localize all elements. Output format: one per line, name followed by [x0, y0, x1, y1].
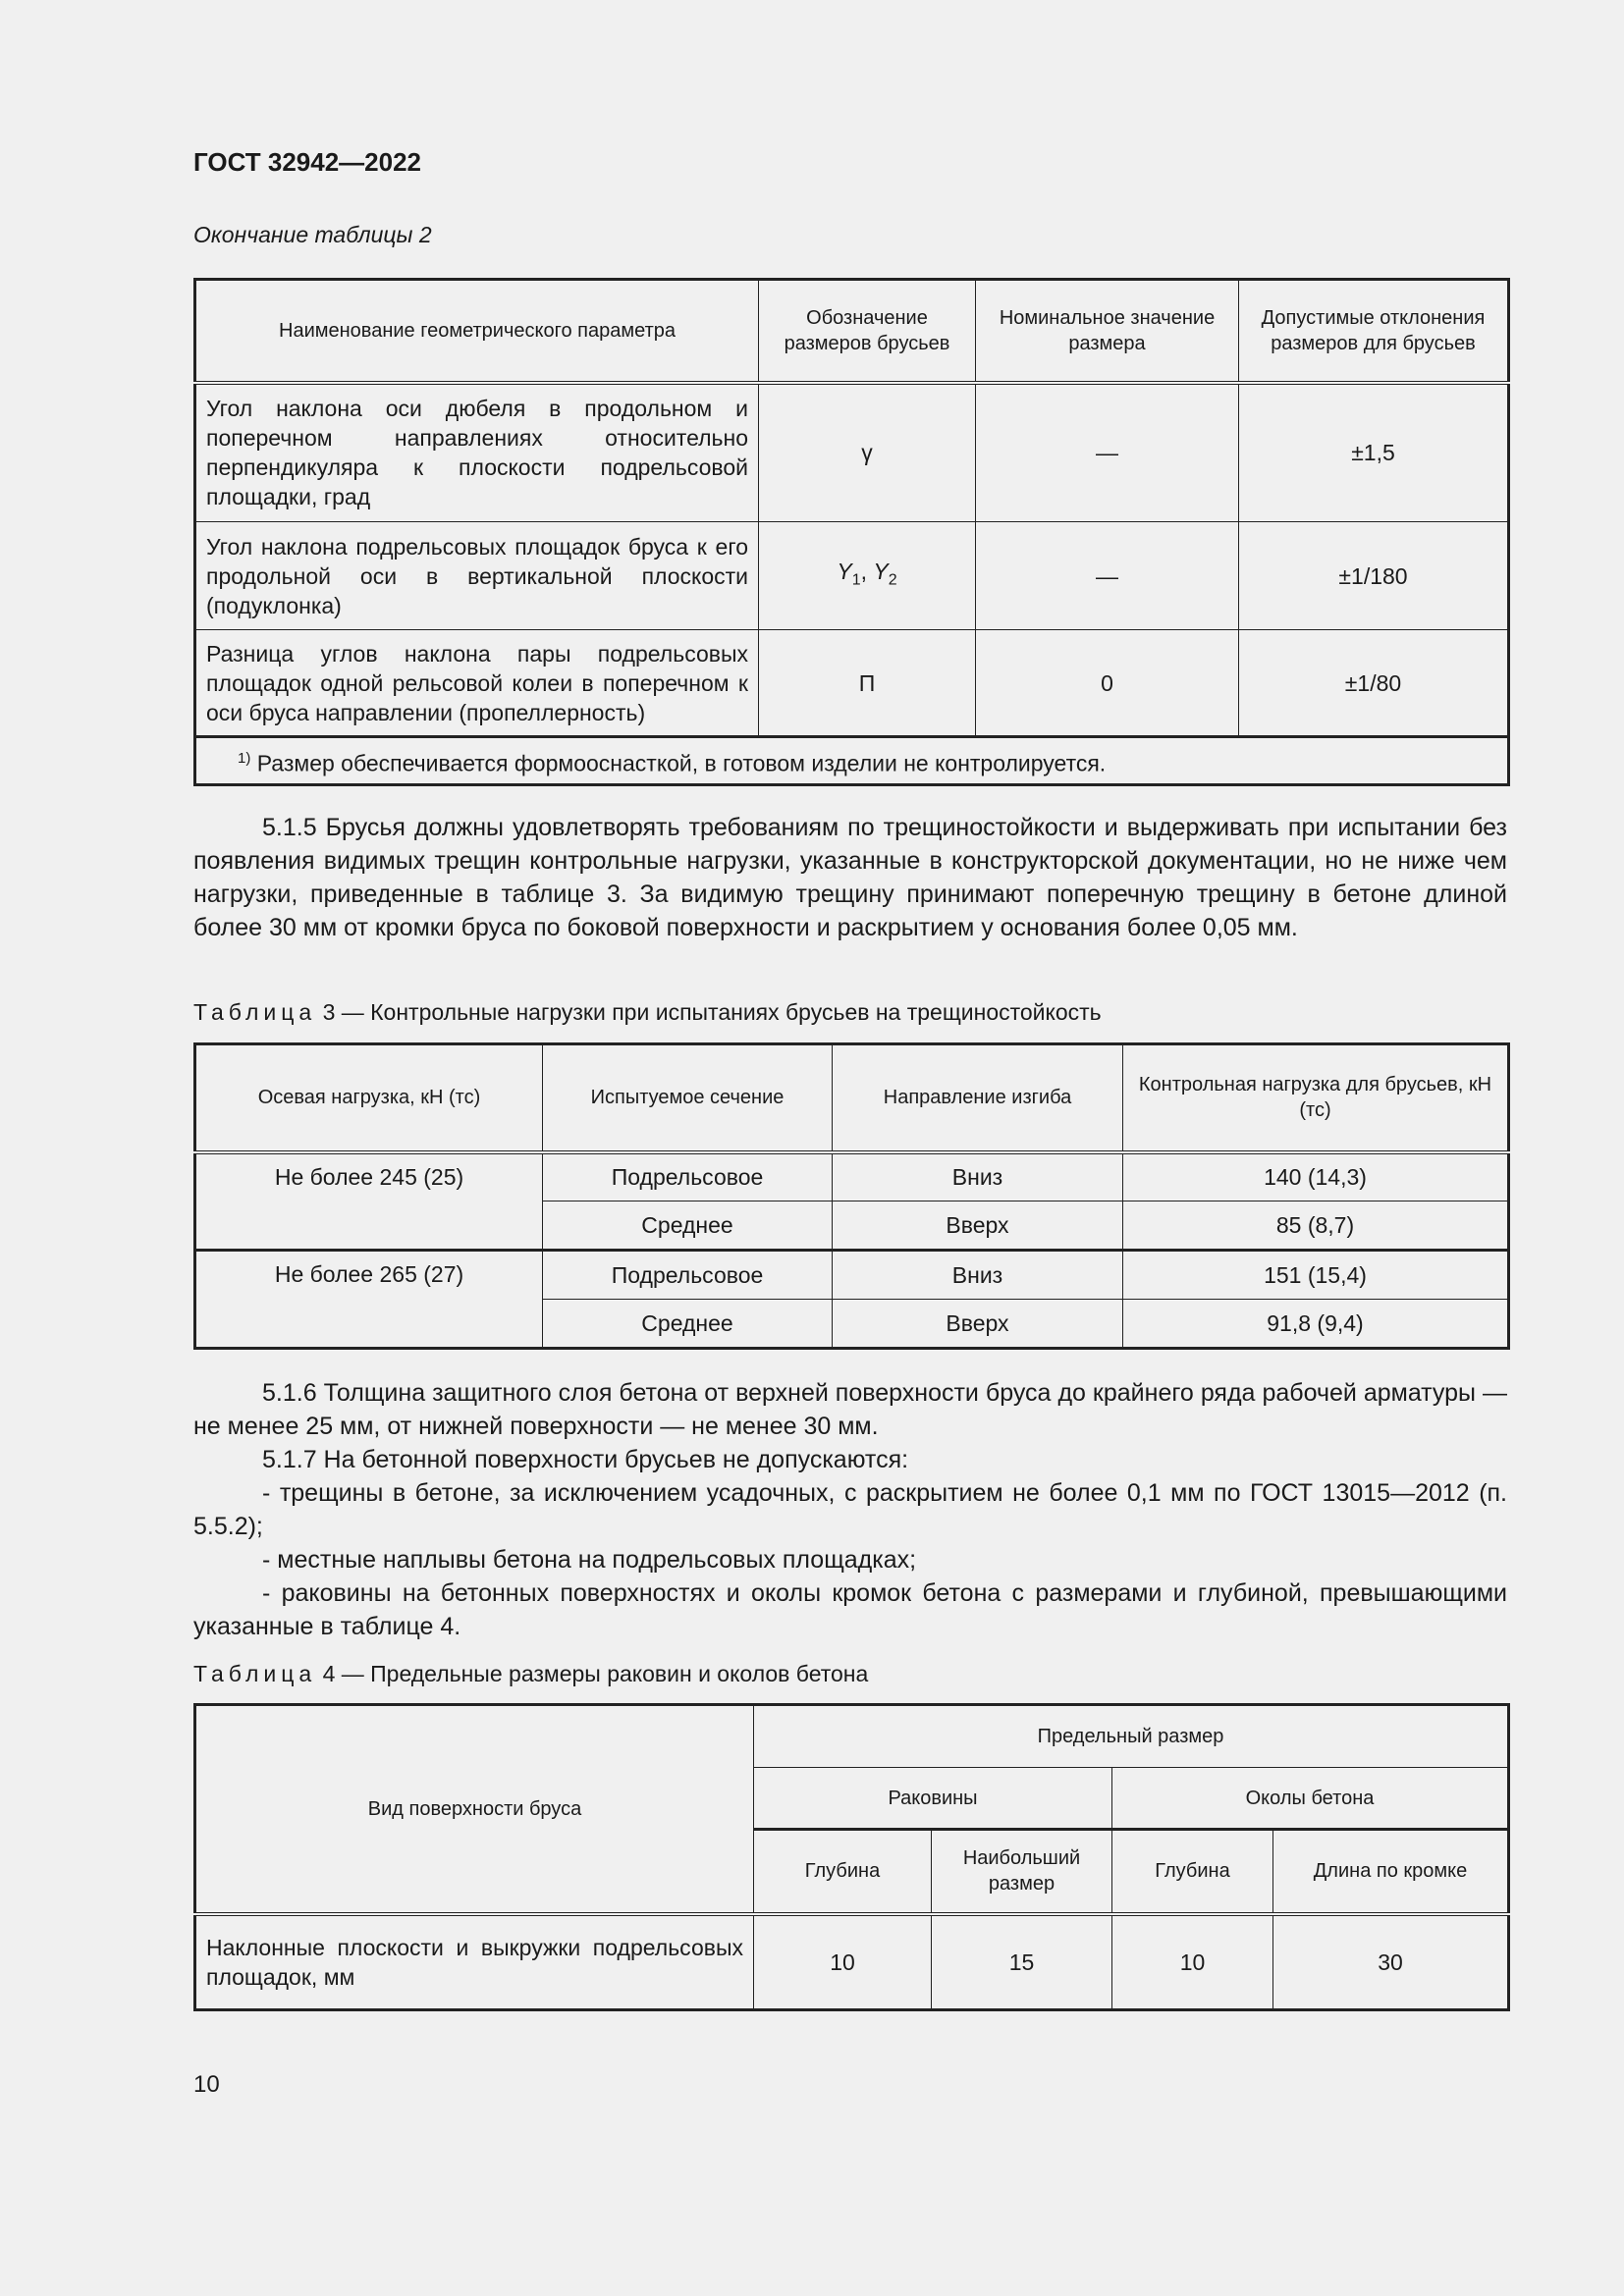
bend-direction: Вверх [833, 1300, 1123, 1349]
tolerance: ±1/80 [1239, 630, 1509, 737]
value: 30 [1273, 1914, 1509, 2010]
subscript: 1 [851, 571, 861, 589]
table-header: Обозначение размеров брусьев [759, 280, 976, 383]
table-header: Направление изгиба [833, 1044, 1123, 1152]
caption-text: 3 — Контрольные нагрузки при испытаниях брусьев на трещиностойкость [316, 999, 1102, 1025]
table-row [195, 383, 1509, 522]
bend-direction: Вниз [833, 1152, 1123, 1201]
axial-load: Не более 265 (27) [195, 1251, 543, 1349]
table-2 [193, 278, 1510, 786]
section: Подрельсовое [543, 1251, 833, 1300]
bend-direction: Вверх [833, 1201, 1123, 1251]
table-row [195, 522, 1509, 630]
table-header: Наименование геометрического параметра [195, 280, 759, 383]
table-header: Наибольший размер [932, 1830, 1112, 1914]
table-footnote [195, 737, 1509, 785]
section-5-1-6-5-1-7 [193, 1376, 1507, 1643]
section: Среднее [543, 1201, 833, 1251]
value: 10 [1112, 1914, 1273, 2010]
parameter-name: Угол наклона оси дюбеля в продольном и поперечном направлениях относительно перпендикуляра к плоскости подрельсовой площадки, град [195, 383, 759, 522]
symbol: γ [759, 383, 976, 522]
table-row [195, 1152, 1509, 1201]
table-row [195, 1251, 1509, 1300]
bend-direction: Вниз [833, 1251, 1123, 1300]
table-header: Глубина [1112, 1830, 1273, 1914]
value: 15 [932, 1914, 1112, 2010]
table-header: Околы бетона [1112, 1768, 1509, 1830]
symbol: П [759, 630, 976, 737]
control-load: 85 (8,7) [1123, 1201, 1509, 1251]
separator: , [860, 558, 874, 584]
surface-type: Наклонные плоскости и выкружки подрельсовых площадок, мм [195, 1914, 754, 2010]
footnote-text: Размер обеспечивается формооснасткой, в готовом изделии не контролируется. [256, 750, 1107, 776]
table-header: Глубина [754, 1830, 932, 1914]
table-row [195, 630, 1509, 737]
footnote-mark: 1) [238, 749, 251, 767]
nominal-value: 0 [976, 630, 1239, 737]
table-header: Раковины [754, 1768, 1112, 1830]
symbol-part: Y [837, 558, 852, 584]
table-4-caption [193, 1661, 868, 1687]
symbol [759, 522, 976, 630]
section: Среднее [543, 1300, 833, 1349]
parameter-name: Угол наклона подрельсовых площадок бруса к его продольной оси в вертикальной плоскости (подуклонка) [195, 522, 759, 630]
table-3 [193, 1042, 1510, 1350]
table-header: Предельный размер [754, 1705, 1509, 1768]
document-title: ГОСТ 32942—2022 [193, 147, 421, 177]
value: 10 [754, 1914, 932, 2010]
section: Подрельсовое [543, 1152, 833, 1201]
table-header: Номинальное значение размера [976, 280, 1239, 383]
page-number: 10 [193, 2071, 220, 2098]
paragraph-5-1-5: 5.1.5 Брусья должны удовлетворять требованиям по трещиностойкости и выдерживать при испытании без появления видимых трещин контрольные нагрузки, указанные в конструкторской документации, но не ниже чем нагрузки, приведенные в таблице 3. За видимую трещину принимают поперечную трещину в бетоне длиной более 30 мм от кромки бруса по боковой поверхности и раскрытием у основания более 0,05 мм. [193, 814, 1507, 941]
tolerance: ±1/180 [1239, 522, 1509, 630]
table-header: Вид поверхности бруса [195, 1705, 754, 1914]
control-load: 91,8 (9,4) [1123, 1300, 1509, 1349]
control-load: 151 (15,4) [1123, 1251, 1509, 1300]
table-header: Контрольная нагрузка для брусьев, кН (тс) [1123, 1044, 1509, 1152]
table-header: Допустимые отклонения размеров для брусьев [1239, 280, 1509, 383]
paragraph-5-1-6: 5.1.6 Толщина защитного слоя бетона от верхней поверхности бруса до крайнего ряда рабочей арматуры — не менее 25 мм, от нижней поверхности — не менее 30 мм. [193, 1379, 1507, 1440]
table-row [195, 1914, 1509, 2010]
tolerance: ±1,5 [1239, 383, 1509, 522]
parameter-name: Разница углов наклона пары подрельсовых площадок одной рельсовой колеи в поперечном к оси бруса направлении (пропеллерность) [195, 630, 759, 737]
paragraph-5-1-7: 5.1.7 На бетонной поверхности брусьев не допускаются: [262, 1446, 909, 1473]
axial-load: Не более 245 (25) [195, 1152, 543, 1251]
caption-word: Таблица [193, 1661, 317, 1686]
table-header: Длина по кромке [1273, 1830, 1509, 1914]
control-load: 140 (14,3) [1123, 1152, 1509, 1201]
symbol-part: Y [873, 558, 889, 584]
subscript: 2 [888, 571, 897, 589]
table-3-caption [193, 999, 1102, 1026]
table-4 [193, 1703, 1510, 2011]
list-item: - раковины на бетонных поверхностях и околы кромок бетона с размерами и глубиной, превышающими указанные в таблице 4. [193, 1579, 1507, 1640]
table-header: Испытуемое сечение [543, 1044, 833, 1152]
nominal-value: — [976, 383, 1239, 522]
table-continuation-label: Окончание таблицы 2 [193, 222, 432, 247]
list-item: - трещины в бетоне, за исключением усадочных, с раскрытием не более 0,1 мм по ГОСТ 13015—2012 (п. 5.5.2); [193, 1479, 1507, 1540]
nominal-value: — [976, 522, 1239, 630]
table-header: Осевая нагрузка, кН (тс) [195, 1044, 543, 1152]
caption-word: Таблица [193, 999, 317, 1025]
list-item: - местные наплывы бетона на подрельсовых площадках; [262, 1546, 917, 1574]
caption-text: 4 — Предельные размеры раковин и околов бетона [316, 1661, 869, 1686]
